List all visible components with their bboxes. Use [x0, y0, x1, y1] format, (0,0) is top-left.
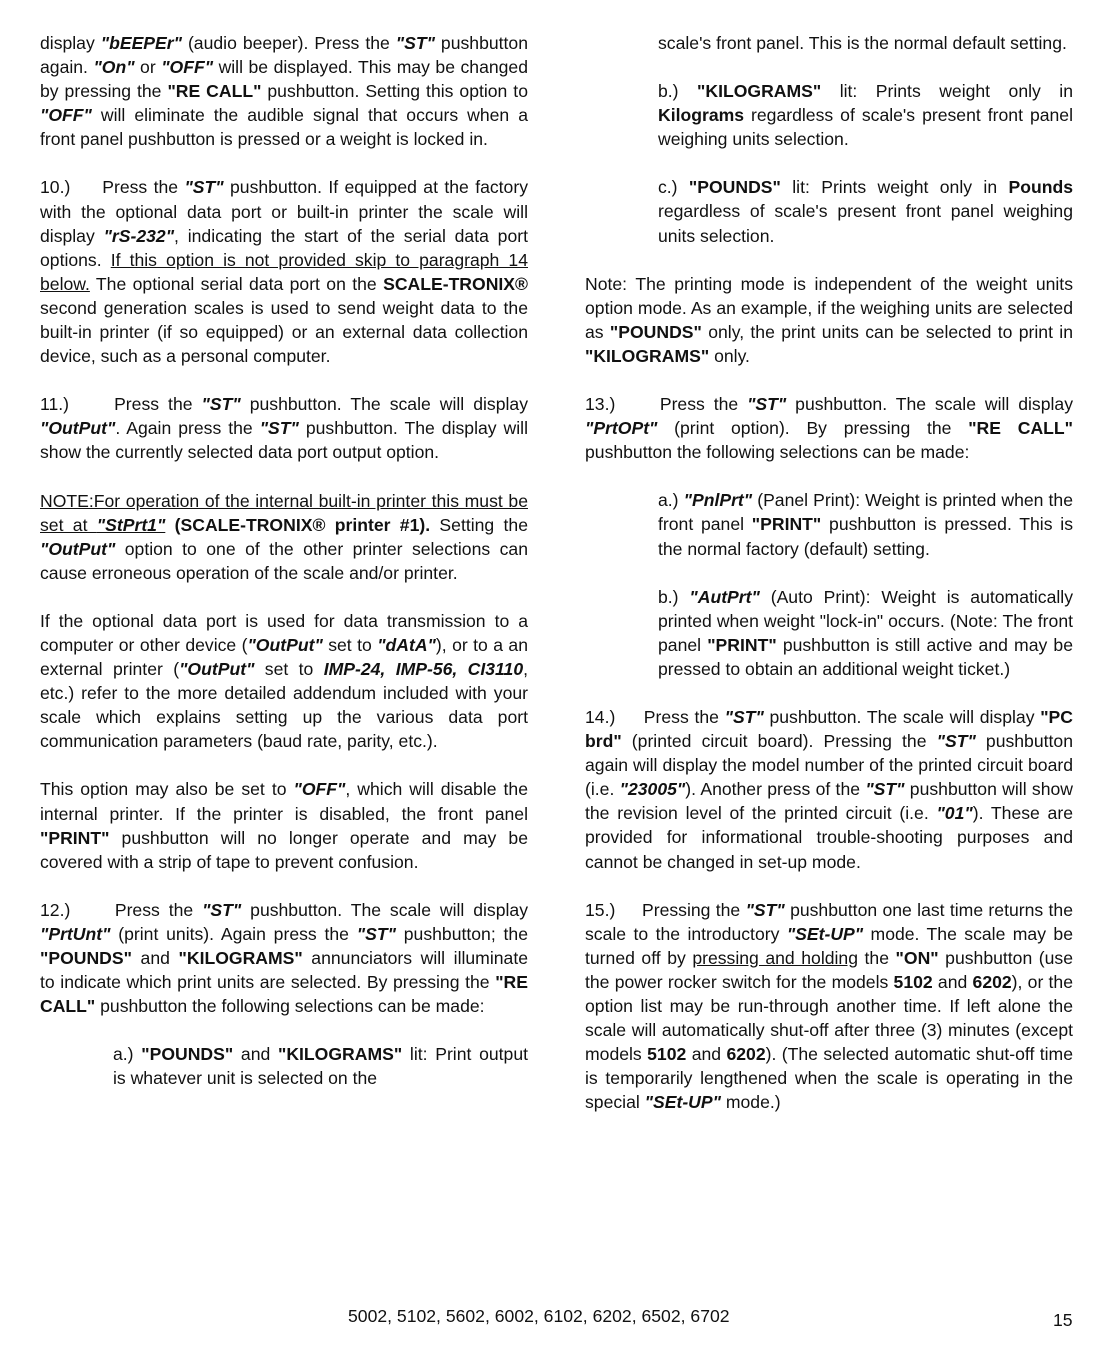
paragraph-11: 11.) Press the "ST" pushbutton. The scale will display "OutPut". Again press the "ST" pushbutton. The display will show the currently selected data port output option. — [40, 394, 528, 463]
paragraph-13b: b.) "AutPrt" (Auto Print): Weight is automatically printed when weight "lock-in" occurs. (Note: The front panel "PRINT" pushbutton is still active and may be pressed to obtain an additional weight ticket.) — [658, 586, 1073, 679]
paragraph-12a-continued: scale's front panel. This is the normal default setting. — [658, 33, 1067, 53]
paragraph-12a: a.) "POUNDS" and "KILOGRAMS" lit: Print output is whatever unit is selected on the — [113, 1044, 529, 1089]
footer-model-list: 5002, 5102, 5602, 6002, 6102, 6202, 6502, 6702 — [348, 1306, 730, 1326]
left-column — [40, 31, 528, 1114]
printer-note: NOTE:For operation of the internal built-in printer this must be set at "StPrt1" (SCALE-TRONIX® printer #1). Setting the "OutPut" option to one of the other printer selections can cause erroneous operation of the scale and/or printer. — [40, 490, 528, 583]
paragraph-10: 10.) Press the "ST" pushbutton. If equipped at the factory with the optional data port or built-in printer the scale will display "rS-232", indicating the start of the serial data port options. If this option is not provided skip to paragraph 14 below. The optional serial data port on the SCALE-TRONIX® second generation scales is used to send weight data to the built-in printer (if so equipped) or an external data collection device, such as a personal computer. — [40, 177, 528, 367]
paragraph-13: 13.) Press the "ST" pushbutton. The scale will display "PrtOPt" (print option). By pressing the "RE CALL" pushbutton the following selections can be made: — [585, 394, 1073, 463]
paragraph-12: 12.) Press the "ST" pushbutton. The scale will display "PrtUnt" (print units). Again press the "ST" pushbutton; the "POUNDS" and "KILOGRAMS" annunciators will illuminate to indicate which print units are selected. By pressing the "RE CALL" pushbutton the following selections can be made: — [40, 899, 528, 1017]
right-column — [585, 31, 1073, 1138]
paragraph-12c: c.) "POUNDS" lit: Prints weight only in Pounds regardless of scale's present front panel weighing units selection. — [658, 177, 1073, 246]
paragraph-12b: b.) "KILOGRAMS" lit: Prints weight only in Kilograms regardless of scale's present front panel weighing units selection. — [658, 81, 1073, 150]
paragraph-14: 14.) Press the "ST" pushbutton. The scale will display "PC brd" (printed circuit board). Pressing the "ST" pushbutton again will display the model number of the printed circuit board (i.e. "23005"). Another press of the "ST" pushbutton will show the revision level of the printed circuit (i.e. "01"). These are provided for informational trouble-shooting purposes and cannot be changed in set-up mode. — [585, 706, 1073, 872]
paragraph-optional-port: If the optional data port is used for data transmission to a computer or other device ("OutPut" set to "dAtA"), or to a an external printer ("OutPut" set to IMP-24, IMP-56, CI3110, etc.) refer to the more detailed addendum included with your scale which explains setting up the various data port communication parameters (baud rate, parity, etc.). — [40, 610, 528, 752]
paragraph-15: 15.) Pressing the "ST" pushbutton one last time returns the scale to the introductory "SEt-UP" mode. The scale may be turned off by pressing and holding the "ON" pushbutton (use the power rocker switch for the models 5102 and 6202), or the option list may be run-through another time. If left alone the scale will automatically shut-off after three (3) minutes (except models 5102 and 6202). (The selected automatic shut-off time is temporarily lengthened when the scale is operating in the special "SEt-UP" mode.) — [585, 899, 1074, 1113]
paragraph-13a: a.) "PnlPrt" (Panel Print): Weight is printed when the front panel "PRINT" pushbutton is pressed. This is the normal factory (default) setting. — [658, 490, 1073, 559]
paragraph-printer-off: This option may also be set to "OFF", which will disable the internal printer. If the printer is disabled, the front panel "PRINT" pushbutton will no longer operate and may be covered with a strip of tape to prevent confusion. — [40, 779, 528, 872]
page-number: 15 — [1053, 1310, 1073, 1330]
paragraph-beeper: display "bEEPEr" (audio beeper). Press the "ST" pushbutton again. "On" or "OFF" will be displayed. This may be changed by pressing the "RE CALL" pushbutton. Setting this option to "OFF" will eliminate the audible signal that occurs when a front panel pushbutton is pressed or a weight is locked in. — [40, 33, 528, 150]
print-units-note: Note: The printing mode is independent of the weight units option mode. As an example, if the weighing units are selected as "POUNDS" only, the print units can be selected to print in "KILOGRAMS" only. — [585, 273, 1073, 366]
